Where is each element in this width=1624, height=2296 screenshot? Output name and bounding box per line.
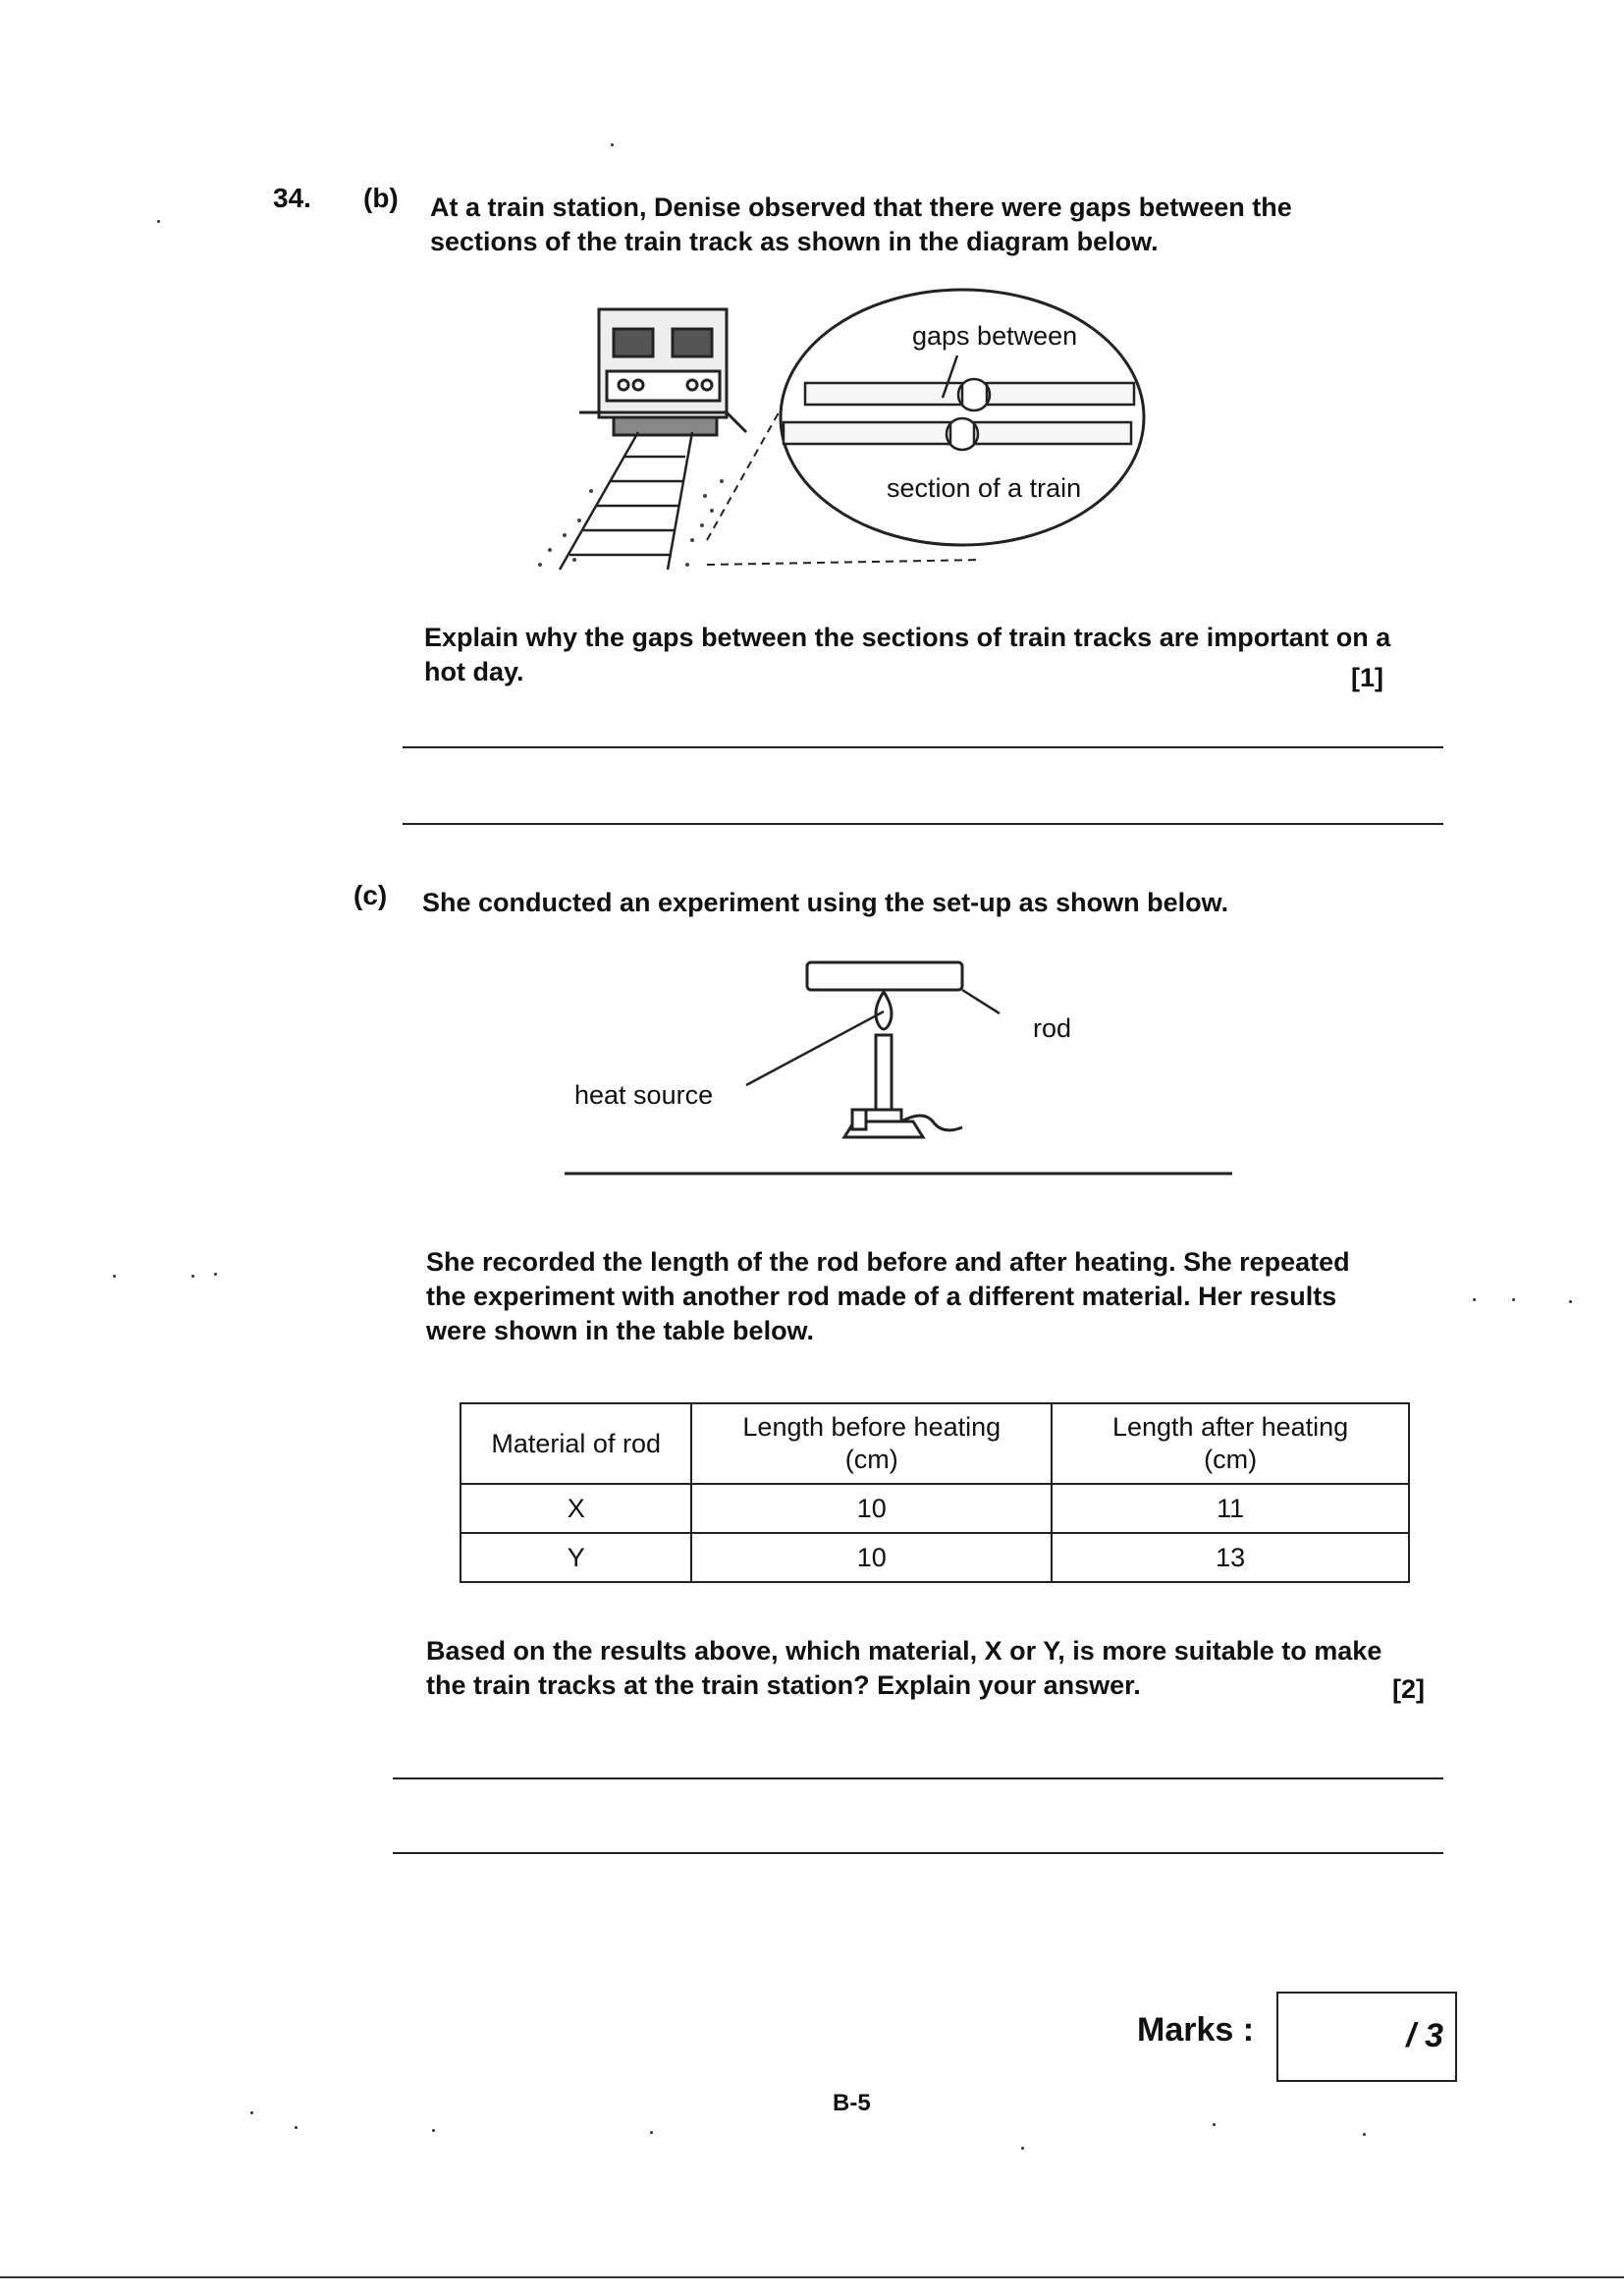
part-b-label: (b) <box>363 183 399 213</box>
gaps-label: gaps between <box>912 321 1078 351</box>
scan-speck <box>1021 2147 1024 2150</box>
header-before: Length before heating (cm) <box>691 1403 1052 1484</box>
section-label: section of a train <box>887 473 1082 503</box>
scan-speck <box>650 2131 653 2134</box>
answer-line-c2[interactable] <box>393 1852 1443 1854</box>
cell-material: X <box>460 1484 691 1533</box>
cell-after: 11 <box>1052 1484 1409 1533</box>
page-bottom-edge <box>0 2276 1624 2278</box>
table-header-row <box>460 1403 1409 1484</box>
table-row <box>460 1533 1409 1582</box>
heat-source-label: heat source <box>574 1080 714 1110</box>
part-c-intro: She conducted an experiment using the set-up as shown below. <box>422 888 1229 917</box>
part-b-marks: [1] <box>1351 663 1383 692</box>
page-number: B-5 <box>833 2090 871 2116</box>
scan-speck <box>1363 2133 1366 2136</box>
scan-speck <box>1213 2123 1216 2126</box>
table-row <box>460 1484 1409 1533</box>
scan-speck <box>214 1273 217 1276</box>
railway-tracks <box>560 432 692 570</box>
marks-label: Marks : <box>1137 2011 1255 2049</box>
cell-after: 13 <box>1052 1533 1409 1582</box>
scan-speck <box>157 220 160 223</box>
cell-material: Y <box>460 1533 691 1582</box>
gravel-texture <box>538 479 724 567</box>
marks-box[interactable] <box>1276 1992 1457 2082</box>
part-c-paragraph: She recorded the length of the rod before and after heating. She repeated the experiment with another rod made of a different material. Her results were shown in the table below. <box>426 1247 1350 1345</box>
part-b-question: Explain why the gaps between the sections of train tracks are important on a hot day. <box>424 623 1391 686</box>
part-c-question: Based on the results above, which material, X or Y, is more suitable to make the train tracks at the train station? Explain your answer. <box>426 1636 1382 1700</box>
scan-speck <box>295 2126 298 2129</box>
scan-speck <box>611 143 614 146</box>
results-table <box>460 1402 1410 1583</box>
scan-speck <box>250 2111 253 2114</box>
rod-label: rod <box>1033 1013 1072 1043</box>
rod-shape <box>807 962 962 990</box>
scan-speck <box>1512 1298 1515 1301</box>
burner-shape <box>844 1035 962 1137</box>
train-illustration <box>579 309 746 435</box>
flame-shape <box>876 992 892 1029</box>
train-track-diagram <box>520 285 1227 579</box>
header-material: Material of rod <box>460 1403 691 1484</box>
scan-speck <box>191 1275 194 1278</box>
answer-line-b2[interactable] <box>403 823 1443 825</box>
header-after: Length after heating (cm) <box>1052 1403 1409 1484</box>
part-c-label: (c) <box>353 880 388 910</box>
answer-line-c1[interactable] <box>393 1777 1443 1779</box>
rod-pointer <box>962 990 1000 1013</box>
part-c-marks: [2] <box>1392 1674 1425 1704</box>
cell-before: 10 <box>691 1484 1052 1533</box>
experiment-diagram <box>550 953 1237 1178</box>
marks-total: / 3 <box>1406 2017 1443 2054</box>
answer-line-b1[interactable] <box>403 746 1443 748</box>
heat-source-pointer <box>746 1011 884 1085</box>
question-number: 34. <box>273 183 311 213</box>
part-b-intro: At a train station, Denise observed that there were gaps between the sections of the train track as shown in the diagram below. <box>430 192 1292 256</box>
scan-speck <box>1473 1298 1476 1301</box>
scan-speck <box>113 1275 116 1278</box>
scan-speck <box>1569 1300 1572 1303</box>
cell-before: 10 <box>691 1533 1052 1582</box>
scan-speck <box>432 2129 435 2132</box>
